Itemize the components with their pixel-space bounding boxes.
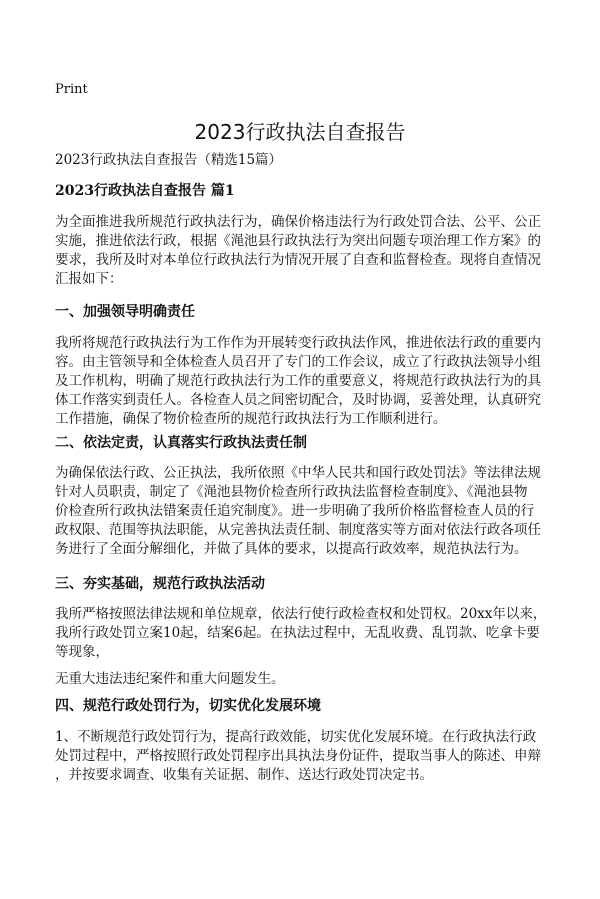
section-heading: 一、加强领导明确责任 (55, 304, 195, 320)
section-paragraph (55, 605, 565, 662)
line: 我所严格按照法律法规和单位规章，依法行使行政检查权和处罚权。20xx年以来， (55, 606, 547, 622)
line: 针对人员职责，制定了《渑池县物价检查所行政执法监督检查制度》、《渑池县物 (55, 484, 528, 500)
line: 为全面推进我所规范行政执法行为，确保价格违法行为行政处罚合法、公平、公正 (55, 214, 541, 230)
section-heading: 二、依法定责，认真落实行政执法责任制 (55, 435, 307, 451)
section-heading: 四、规范行政处罚行为，切实优化发展环境 (55, 698, 321, 714)
line: 我所将规范行政执法行为工作作为开展转变行政执法作风，推进依法行政的重要内 (55, 335, 541, 351)
line: 及工作机构，明确了规范行政执法行为工作的重要意义，将规范行政执法行为的具 (55, 373, 541, 389)
section-paragraph (55, 728, 565, 785)
page-title: 2023行政执法自查报告 (194, 120, 406, 144)
line: 体工作落实到责任人。各检查人员之间密切配合，及时协调，妥善处理，认真研究 (55, 392, 541, 408)
line: 务进行了全面分解细化，并做了具体的要求，以提高行政效率，规范执法行为。 (55, 541, 528, 557)
line: 政权限、范围等执法职能，从完善执法责任制、制度落实等方面对依法行政各项任 (55, 522, 541, 538)
line: 1、不断规范行政处罚行为，提高行政效能，切实优化发展环境。在行政执法行政 (55, 729, 537, 745)
line: 容。由主管领导和全体检查人员召开了专门的工作会议，成立了行政执法领导小组 (55, 354, 541, 370)
print-link[interactable]: Print (55, 82, 88, 97)
line: 汇报如下： (55, 271, 123, 287)
line: 我所行政处罚立案10起，结案6起。在执法过程中，无乱收费、乱罚款、吃拿卡要 (55, 625, 540, 641)
line: 工作措施，确保了物价检查所的规范行政执法行为工作顺利进行。 (55, 411, 447, 427)
intro-paragraph (55, 213, 565, 289)
section-paragraph (55, 334, 565, 429)
line: 价检查所行政执法错案责任追究制度》。进一步明确了我所价格监督检查人员的行 (55, 503, 535, 519)
line: 实施，推进依法行政，根据《渑池县行政执法行为突出问题专项治理工作方案》的 (55, 233, 541, 249)
line: 等现象， (55, 644, 109, 660)
section-paragraph: 无重大违法违纪案件和重大问题发生。 (55, 671, 285, 687)
section-paragraph (55, 464, 565, 559)
article-heading: 2023行政执法自查报告 篇1 (55, 183, 235, 199)
section-heading: 三、夯实基础，规范行政执法活动 (55, 576, 265, 592)
line: ，并按要求调查、收集有关证据、制作、送达行政处罚决定书。 (55, 767, 433, 783)
line: 处罚过程中，严格按照行政处罚程序出具执法身份证件，提取当事人的陈述、申辩 (55, 748, 541, 764)
line: 为确保依法行政、公正执法，我所依照《中华人民共和国行政处罚法》等法律法规 (55, 465, 541, 481)
line: 要求，我所及时对本单位行政执法行为情况开展了自查和监督检查。现将自查情况 (55, 252, 541, 268)
subtitle: 2023行政执法自查报告（精选15篇） (55, 152, 283, 168)
